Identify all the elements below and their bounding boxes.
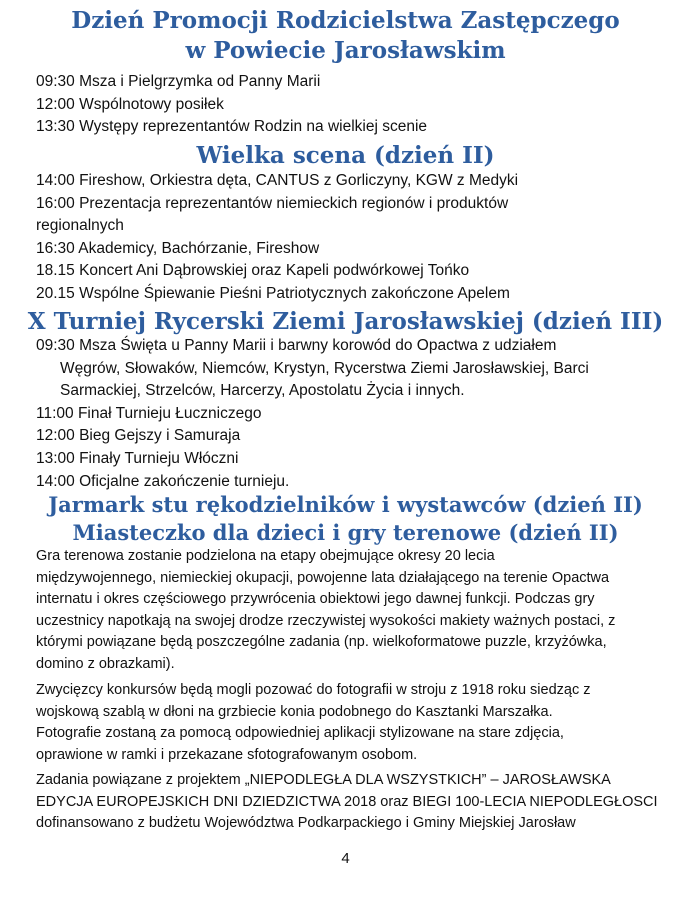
title-block (0, 6, 691, 66)
paragraph-line: którymi powiązane będą poszczególne zadania (np. wielkoformatowe puzzle, krzyżówka, (36, 634, 607, 651)
paragraph-line: międzywojennego, niemieckiej okupacji, powojenne lata działającego na terenie Opactwa (36, 569, 610, 586)
list-item-continuation: regionalnych (36, 217, 124, 235)
section4-heading-block (0, 491, 691, 547)
list-item: 12:00 Wspólnotowy posiłek (36, 95, 224, 113)
section3-heading-block (0, 307, 691, 337)
paragraph-line: oprawione w ramki i przekazane sfotografowanym osobom. (36, 746, 418, 763)
list-item: 14:00 Oficjalne zakończenie turnieju. (36, 472, 290, 490)
paragraph-photos (0, 680, 691, 766)
section4-heading1: Jarmark stu rękodzielników i wystawców (dzień II) (48, 492, 643, 517)
paragraph-line: internatu i okres częściowego przywrócenia obiektowi jego dawnej funkcji. Podczas gry (36, 591, 595, 608)
page-number: 4 (341, 850, 350, 867)
list-item: 18.15 Koncert Ani Dąbrowskiej oraz Kapeli podwórkowej Tońko (36, 262, 470, 280)
list-item: 13:30 Występy reprezentantów Rodzin na wielkiej scenie (36, 118, 428, 136)
section1-list (0, 71, 691, 139)
section3-heading: X Turniej Rycerski Ziemi Jarosławskiej (dzień III) (27, 308, 664, 335)
list-item: 16:00 Prezentacja reprezentantów niemieckich regionów i produktów (36, 194, 509, 212)
page-title-line1: Dzień Promocji Rodzicielstwa Zastępczego (71, 7, 620, 34)
paragraph-line: Fotografie zostaną za pomocą odpowiedniej aplikacji stylizowane na stare zdjęcia, (36, 725, 564, 742)
section2-heading: Wielka scena (dzień II) (196, 142, 495, 169)
paragraph-line: uczestnicy napotkają na swojej drodze rzeczywistej wysokości makiety ważnych postaci, z (36, 612, 616, 629)
list-item-continuation: Węgrów, Słowaków, Niemców, Krystyn, Rycerstwa Ziemi Jarosławskiej, Barci (60, 359, 589, 377)
list-item: 09:30 Msza Święta u Panny Marii i barwny korowód do Opactwa z udziałem (36, 337, 557, 354)
paragraph-line: dofinansowano z budżetu Województwa Podkarpackiego i Gminy Miejskiej Jarosław (36, 815, 576, 832)
list-item: 16:30 Akademicy, Bachórzanie, Fireshow (36, 239, 320, 257)
paragraph-line: EDYCJA EUROPEJSKICH DNI DZIEDZICTWA 2018 oraz BIEGI 100-LECIA NIEPODLEGŁOSCI (36, 793, 658, 810)
list-item: 09:30 Msza i Pielgrzymka od Panny Marii (36, 73, 321, 90)
paragraph-line: Zwycięzcy konkursów będą mogli pozować do fotografii w stroju z 1918 roku siedząc z (36, 682, 591, 698)
list-item: 11:00 Finał Turnieju Łuczniczego (36, 404, 262, 422)
paragraph-line: wojskową szablą w dłoni na grzbiecie konia podobnego do Kasztanki Marszałka. (36, 703, 553, 720)
paragraph-line: Gra terenowa zostanie podzielona na etapy obejmujące okresy 20 lecia (36, 548, 495, 564)
section2-heading-block (0, 141, 691, 171)
paragraph-line: Zadania powiązane z projektem „NIEPODLEGŁA DLA WSZYSTKICH” – JAROSŁAWSKA (36, 772, 611, 788)
section2-list (0, 170, 691, 306)
list-item: 13:00 Finały Turnieju Włóczni (36, 449, 239, 467)
list-item-continuation: Sarmackiej, Strzelców, Harcerzy, Apostolatu Życia i innych. (60, 382, 465, 400)
page-title-line2: w Powiecie Jarosławskim (185, 37, 506, 64)
list-item: 12:00 Bieg Gejszy i Samuraja (36, 427, 241, 445)
list-item: 14:00 Fireshow, Orkiestra dęta, CANTUS z Gorliczyny, KGW z Medyki (36, 172, 519, 189)
paragraph-line: domino z obrazkami). (36, 655, 175, 672)
section3-list (0, 335, 691, 493)
paragraph-funding (0, 770, 691, 835)
paragraph-game (0, 546, 691, 676)
section4-heading2: Miasteczko dla dzieci i gry terenowe (dzień II) (72, 520, 619, 545)
list-item: 20.15 Wspólne Śpiewanie Pieśni Patriotycznych zakończone Apelem (36, 284, 510, 302)
